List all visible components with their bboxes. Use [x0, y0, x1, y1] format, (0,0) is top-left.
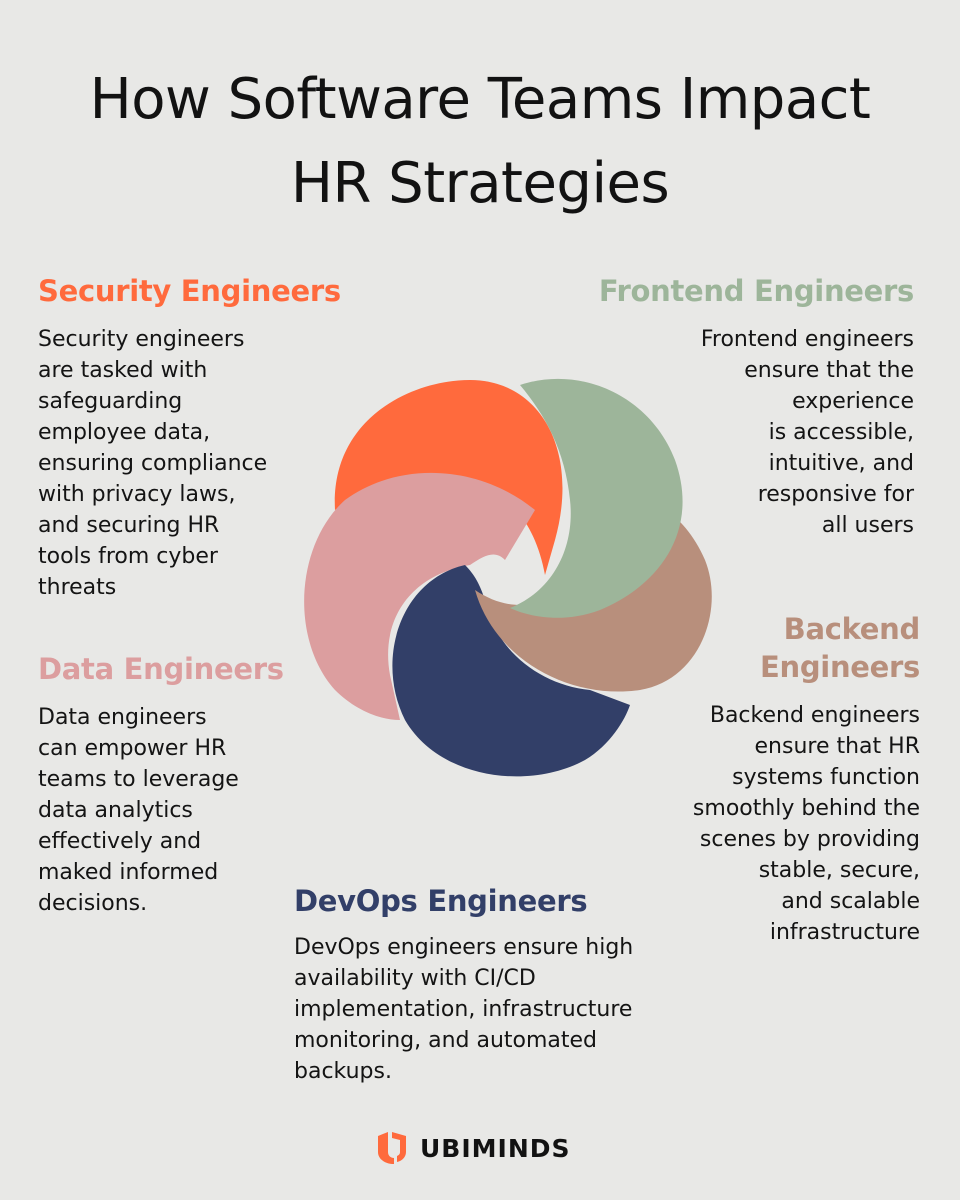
- security-line: safeguarding: [38, 389, 183, 414]
- security-line: and securing HR: [38, 513, 220, 538]
- devops-line: monitoring, and automated: [294, 1028, 598, 1053]
- data-line: Data engineers: [38, 705, 207, 730]
- data-heading: Data Engineers: [38, 652, 284, 686]
- devops-description: [294, 932, 633, 1087]
- backend-heading-line-1: Backend: [783, 612, 920, 646]
- security-line: tools from cyber: [38, 544, 218, 569]
- backend-line: infrastructure: [769, 920, 920, 945]
- backend-line: Backend engineers: [709, 703, 920, 728]
- security-line: with privacy laws,: [38, 482, 236, 507]
- data-line: effectively and: [38, 829, 202, 854]
- backend-line: smoothly behind the: [692, 796, 920, 821]
- data-description: [38, 702, 284, 919]
- data-line: decisions.: [38, 891, 148, 916]
- frontend-line: intuitive, and: [768, 451, 914, 476]
- frontend-line: is accessible,: [768, 420, 914, 445]
- backend-line: stable, secure,: [758, 858, 920, 883]
- data-line: maked informed: [38, 860, 219, 885]
- backend-line: systems function: [732, 765, 920, 790]
- page-title: [0, 58, 960, 226]
- data-line: teams to leverage: [38, 767, 239, 792]
- security-line: threats: [38, 575, 117, 600]
- frontend-line: Frontend engineers: [700, 327, 914, 352]
- security-line: are tasked with: [38, 358, 208, 383]
- devops-line: implementation, infrastructure: [294, 997, 633, 1022]
- security-heading: Security Engineers: [38, 274, 341, 308]
- title-line-1: How Software Teams Impact: [89, 67, 871, 132]
- title-line-2: HR Strategies: [290, 151, 670, 216]
- data-line: data analytics: [38, 798, 193, 823]
- devops-section: [294, 882, 633, 1087]
- data-line: can empower HR: [38, 736, 227, 761]
- frontend-line: ensure that the: [744, 358, 914, 383]
- security-line: Security engineers: [38, 327, 245, 352]
- brand-logo: [376, 1128, 571, 1168]
- ubiminds-logo-icon: [376, 1130, 408, 1166]
- backend-line: scenes by providing: [699, 827, 920, 852]
- frontend-heading: Frontend Engineers: [598, 274, 914, 308]
- frontend-line: all users: [821, 513, 914, 538]
- devops-line: availability with CI/CD: [294, 966, 536, 991]
- devops-line: backups.: [294, 1059, 392, 1084]
- team-ring-diagram: [280, 360, 740, 800]
- brand-name: UBIMINDS: [420, 1133, 571, 1163]
- backend-line: and scalable: [781, 889, 920, 914]
- frontend-line: responsive for: [757, 482, 914, 507]
- security-line: employee data,: [38, 420, 211, 445]
- backend-heading-line-2: Engineers: [759, 650, 920, 684]
- frontend-line: experience: [792, 389, 914, 414]
- devops-line: DevOps engineers ensure high: [294, 935, 634, 960]
- data-section: [38, 650, 284, 919]
- devops-heading: DevOps Engineers: [294, 884, 588, 918]
- security-line: ensuring compliance: [38, 451, 268, 476]
- backend-line: ensure that HR: [754, 734, 920, 759]
